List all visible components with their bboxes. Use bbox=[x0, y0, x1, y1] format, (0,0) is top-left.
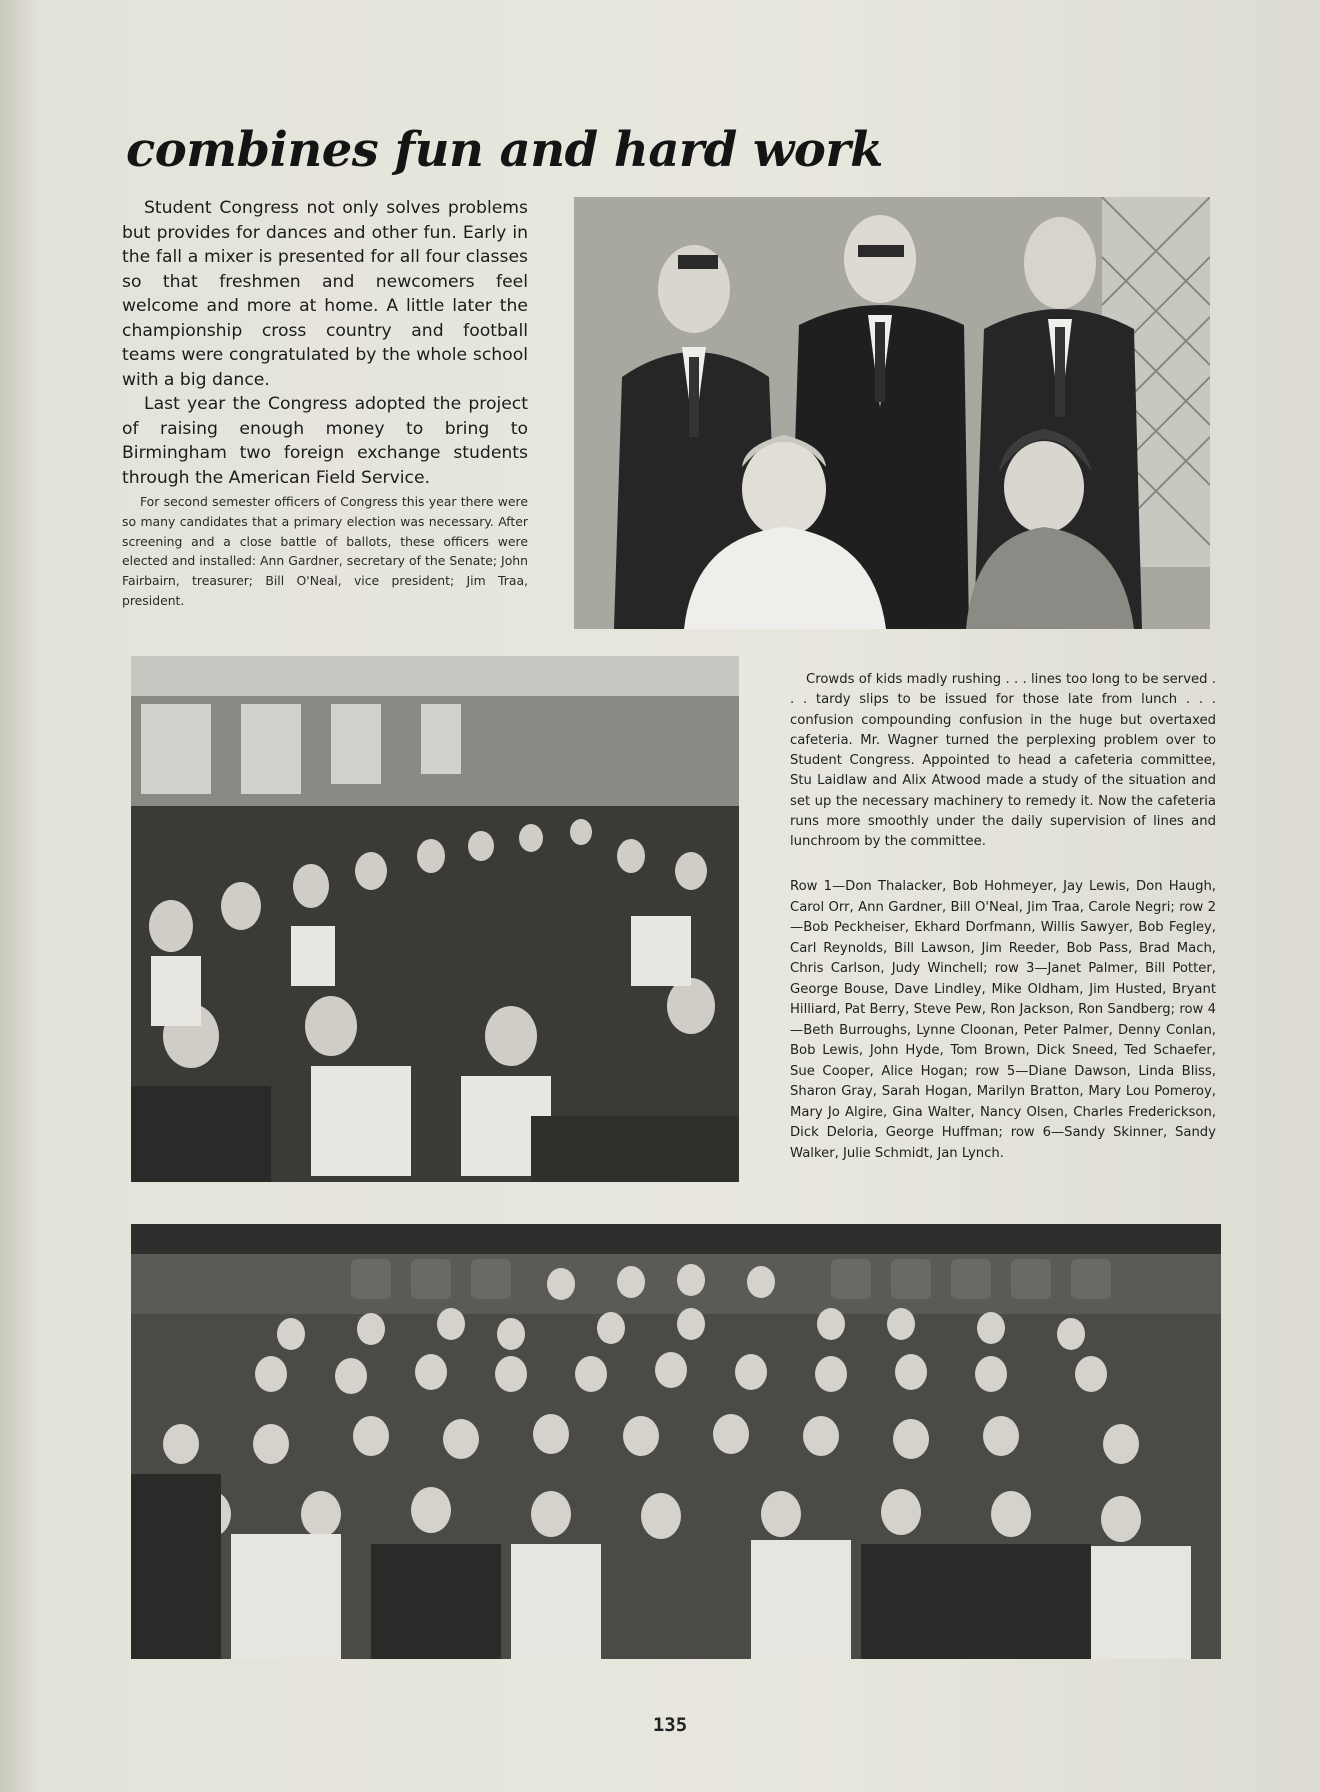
roster-caption: Row 1—Don Thalacker, Bob Hohmeyer, Jay Lewis, Don Haugh, Carol Orr, Ann Gardner, Bill O'Neal, Jim Traa, Carole Negri; row 2—Bob Peckheiser, Ekhard Dorfmann, Willis Sawyer, Bob Fegley, Carl Reynolds, Bill Lawson, Jim Reeder, Bob Pass, Brad Mach, Chris Carlson, Judy Winchell; row 3—Janet Palmer, Bill Potter, George Bouse, Dave Lindley, Mike Oldham, Jim Husted, Bryant Hilliard, Pat Berry, Steve Pew, Ron Jackson, Ron Sandberg; row 4—Beth Burroughs, Lynne Cloonan, Peter Palmer, Denny Conlan, Bob Lewis, John Hyde, Tom Brown, Dick Sneed, Ted Schaefer, Sue Cooper, Alice Hogan; row 5—Diane Dawson, Linda Bliss, Sharon Gray, Sarah Hogan, Marilyn Bratton, Mary Lou Pomeroy, Mary Jo Algire, Gina Walter, Nancy Olsen, Charles Frederickson, Dick Deloria, George Huffman; row 6—Sandy Skinner, Sandy Walker, Julie Schmidt, Jan Lynch. bbox=[790, 879, 1216, 1161]
student-congress-group-photo bbox=[131, 1224, 1221, 1659]
intro-paragraph-2: Last year the Congress adopted the project of raising enough money to bring to Birmingham two foreign exchange students through the American Field Service. bbox=[122, 394, 528, 488]
intro-paragraph-1: Student Congress not only solves problems but provides for dances and other fun. Early in the fall a mixer is presented for all four classes so that freshmen and newcomers feel welcome and more at home. A little later the championship cross country and football teams were congratulated by the whole school with a big dance. bbox=[122, 198, 528, 390]
page-heading: combines fun and hard work bbox=[126, 122, 883, 178]
intro-text bbox=[122, 196, 528, 490]
cafeteria-photo bbox=[131, 656, 739, 1182]
officers-note: For second semester officers of Congress this year there were so many candidates that a primary election was necessary. After screening and a close battle of ballots, these officers were elected and installed: Ann Gardner, secretary of the Senate; John Fairbairn, treasurer; Bill O'Neal, vice president; Jim Traa, president. bbox=[122, 494, 528, 608]
page-number: 135 bbox=[652, 1714, 688, 1736]
officers-photo bbox=[574, 197, 1210, 629]
cafeteria-caption: Crowds of kids madly rushing . . . lines too long to be served . . . tardy slips to be issued for those late from lunch . . . confusion compounding confusion in the huge but overtaxed cafeteria. Mr. Wagner turned the perplexing problem over to Student Congress. Appointed to head a cafeteria committee, Stu Laidlaw and Alix Atwood made a study of the situation and set up the necessary machinery to remedy it. Now the cafeteria runs more smoothly under the daily supervision of lines and lunchroom by the committee. bbox=[790, 672, 1216, 850]
